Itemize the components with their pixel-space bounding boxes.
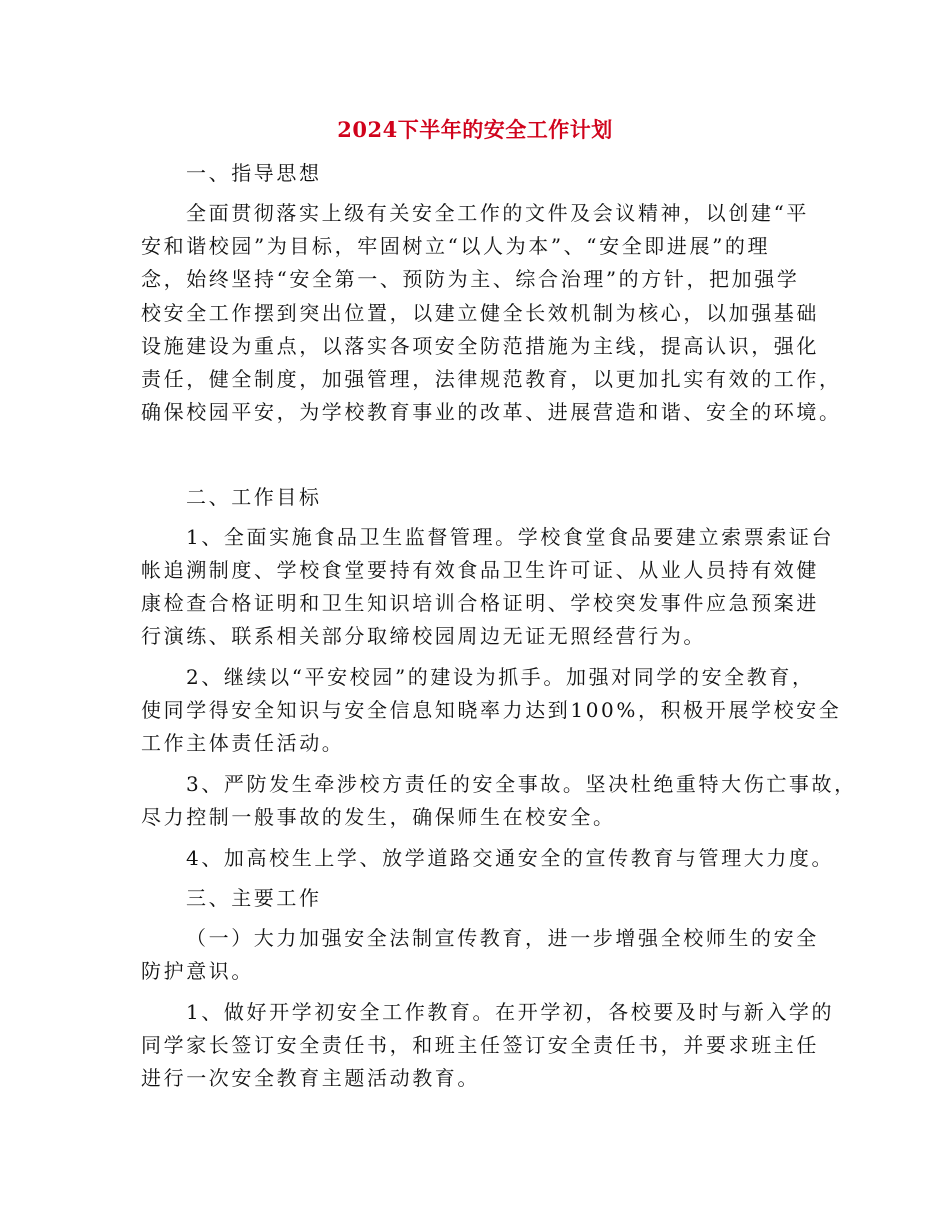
paragraph-line: 确保校园平安，为学校教育事业的改革、进展营造和谐、安全的环境。 — [141, 400, 842, 424]
paragraph-line: 工作主体责任活动。 — [141, 731, 345, 755]
paragraph-line: 全面贯彻落实上级有关安全工作的文件及会议精神，以创建“平 — [186, 201, 810, 225]
paragraph-line: 校安全工作摆到突出位置，以建立健全长效机制为核心，以加强基础 — [141, 301, 819, 325]
section-heading: 一、指导思想 — [186, 161, 322, 185]
paragraph-line: 防护意识。 — [141, 959, 254, 983]
paragraph-line: 使同学得安全知识与安全信息知晓率力达到100%，积极开展学校安全 — [141, 698, 842, 722]
paragraph-line: 4、加高校生上学、放学道路交通安全的宣传教育与管理大力度。 — [186, 846, 835, 870]
document-title: 2024下半年的安全工作计划 — [337, 117, 613, 142]
paragraph-line: 行演练、联系相关部分取缔校园周边无证无照经营行为。 — [141, 624, 706, 648]
paragraph-line: 念，始终坚持“安全第一、预防为主、综合治理”的方针，把加强学 — [141, 267, 800, 291]
paragraph-line: 设施建设为重点，以落实各项安全防范措施为主线，提高认识，强化 — [141, 334, 819, 358]
paragraph-line: 1、做好开学初安全工作教育。在开学初，各校要及时与新入学的 — [186, 1000, 835, 1024]
paragraph-line: 3、严防发生牵涉校方责任的安全事故。坚决杜绝重特大伤亡事故， — [186, 772, 857, 796]
paragraph-line: 1、全面实施食品卫生监督管理。学校食堂食品要建立索票索证台 — [186, 525, 835, 549]
paragraph-line: 同学家长签订安全责任书，和班主任签订安全责任书，并要求班主任 — [141, 1033, 819, 1057]
paragraph-line: 进行一次安全教育主题活动教育。 — [141, 1066, 480, 1090]
paragraph-line: 责任，健全制度，加强管理，法律规范教育，以更加扎实有效的工作， — [141, 367, 842, 391]
section-heading: 二、工作目标 — [186, 485, 322, 509]
section-heading: 三、主要工作 — [186, 886, 322, 910]
paragraph-line: 安和谐校园”为目标，牢固树立“以人为本”、“安全即进展”的理 — [141, 234, 771, 258]
paragraph-line: 2、继续以“平安校园”的建设为抓手。加强对同学的安全教育， — [186, 665, 815, 689]
paragraph-line: 尽力控制一般事故的发生，确保师生在校安全。 — [141, 805, 616, 829]
paragraph-line: （一）大力加强安全法制宣传教育，进一步增强全校师生的安全 — [186, 926, 819, 950]
paragraph-line: 康检查合格证明和卫生知识培训合格证明、学校突发事件应急预案进 — [141, 591, 819, 615]
paragraph-line: 帐追溯制度、学校食堂要持有效食品卫生许可证、从业人员持有效健 — [141, 558, 819, 582]
